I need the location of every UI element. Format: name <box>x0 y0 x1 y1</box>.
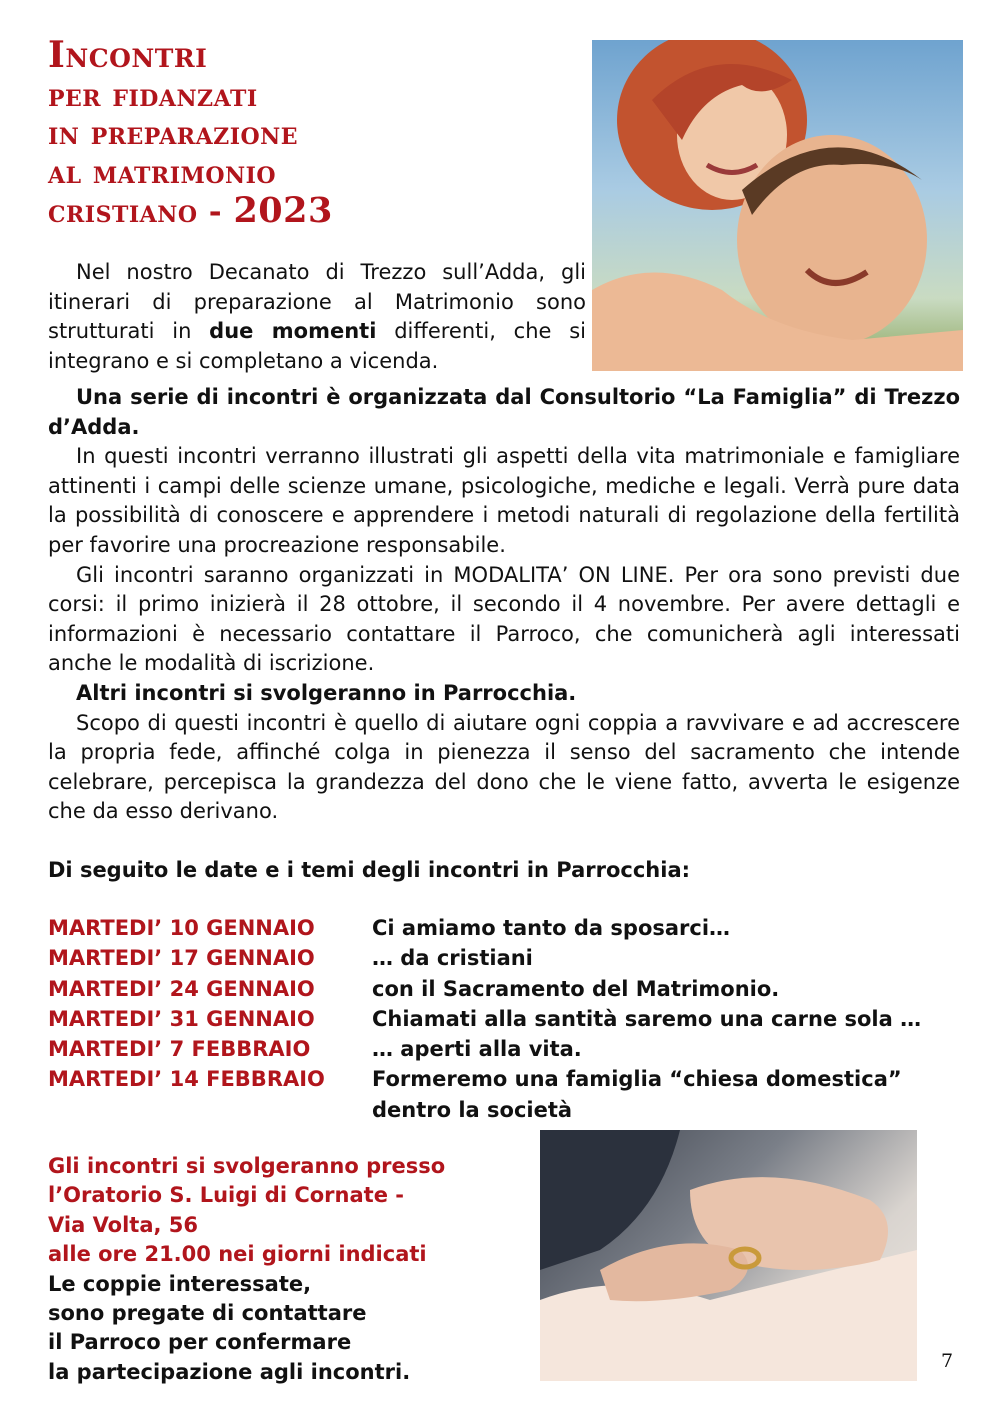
schedule-topic: … da cristiani <box>372 946 533 971</box>
schedule-date: MARTEDI’ 24 GENNAIO <box>48 976 315 1001</box>
info-line: l’Oratorio S. Luigi di Cornate - <box>48 1183 404 1208</box>
title-line-3: in preparazione <box>48 116 299 152</box>
schedule-date <box>48 1095 372 1125</box>
schedule-row <box>48 1064 968 1094</box>
info-line: Le coppie interessate, <box>48 1271 312 1296</box>
intro-paragraph <box>48 258 586 376</box>
consultorio-paragraph: Una serie di incontri è organizzata dal Consultorio “La Famiglia” di Trezzo d’Adda. <box>48 385 960 439</box>
schedule-topic: con il Sacramento del Matrimonio. <box>372 976 780 1001</box>
aspetti-paragraph: In questi incontri verranno illustrati gli aspetti della vita matrimoniale e famigliare attinenti i campi delle scienze umane, psicologiche, mediche e legali. Verrà pure data la possibilità di conoscere e apprendere i metodi naturali di regolazione della fertilità per favorire una procreazione responsabile. <box>48 444 960 557</box>
online-paragraph: Gli incontri saranno organizzati in MODALITA’ ON LINE. Per ora sono previsti due corsi: il primo inizierà il 28 ottobre, il secondo il 4 novembre. Per avere dettagli e informazioni è necessario contattare il Parroco, che comunicherà agli interessati anche le modalità di iscrizione. <box>48 562 960 676</box>
schedule-date: MARTEDI’ 31 GENNAIO <box>48 1006 315 1031</box>
schedule-row <box>48 1095 968 1125</box>
info-line: la partecipazione agli incontri. <box>48 1359 411 1384</box>
schedule-title: Di seguito le date e i temi degli incontri in Parrocchia: <box>48 858 691 882</box>
intro-bold: due momenti <box>209 319 377 344</box>
title-year: 2023 <box>233 190 333 231</box>
intro-text-2: differenti, che si integrano e si completano a vicenda. <box>48 319 586 373</box>
couple-illustration <box>592 40 963 371</box>
schedule-topic: … aperti alla vita. <box>372 1037 582 1062</box>
schedule-date: MARTEDI’ 14 FEBBRAIO <box>48 1067 325 1092</box>
info-line: alle ore 21.00 nei giorni indicati <box>48 1242 427 1267</box>
schedule-topic: Chiamati alla santità saremo una carne sola … <box>372 1006 922 1031</box>
page-number: 7 <box>941 1350 954 1372</box>
schedule-topic: Formeremo una famiglia “chiesa domestica” <box>372 1067 902 1092</box>
main-text <box>48 383 960 827</box>
schedule-row <box>48 974 968 1004</box>
schedule-date: MARTEDI’ 10 GENNAIO <box>48 916 315 940</box>
schedule-topic: dentro la società <box>372 1097 573 1122</box>
title-line-4: al matrimonio <box>48 154 277 191</box>
couple-photo <box>592 40 963 371</box>
schedule-list <box>48 913 968 1125</box>
schedule-date: MARTEDI’ 7 FEBBRAIO <box>48 1037 311 1062</box>
schedule-date: MARTEDI’ 17 GENNAIO <box>48 946 315 971</box>
page-title <box>48 36 588 232</box>
schedule-row <box>48 943 968 973</box>
title-line-1: Incontri <box>48 34 208 76</box>
rings-photo <box>540 1130 917 1381</box>
intro-text-1: Nel nostro Decanato di Trezzo sull’Adda, gli itinerari di preparazione al Matrimonio sono strutturati in <box>48 260 586 344</box>
schedule-row <box>48 1004 968 1034</box>
scopo-paragraph: Scopo di questi incontri è quello di aiutare ogni coppia a ravvivare e ad accrescere la propria fede, affinché colga in pienezza il senso del sacramento che intende celebrare, percepisca la grandezza del dono che le viene fatto, avverta le esigenze che da esso derivano. <box>48 710 960 824</box>
parrocchia-paragraph: Altri incontri si svolgeranno in Parrocchia. <box>76 680 577 705</box>
title-line-2: per fidanzati <box>48 77 258 114</box>
info-line: sono pregate di contattare <box>48 1301 367 1326</box>
info-line: il Parroco per confermare <box>48 1330 352 1355</box>
info-line: Via Volta, 56 <box>48 1212 199 1237</box>
schedule-row <box>48 913 968 943</box>
schedule-topic: Ci amiamo tanto da sposarci… <box>372 916 731 940</box>
title-line-5: cristiano - <box>48 194 234 230</box>
info-line: Gli incontri si svolgeranno presso <box>48 1154 446 1178</box>
schedule-row <box>48 1034 968 1064</box>
rings-illustration <box>540 1130 917 1381</box>
info-block <box>48 1152 528 1387</box>
